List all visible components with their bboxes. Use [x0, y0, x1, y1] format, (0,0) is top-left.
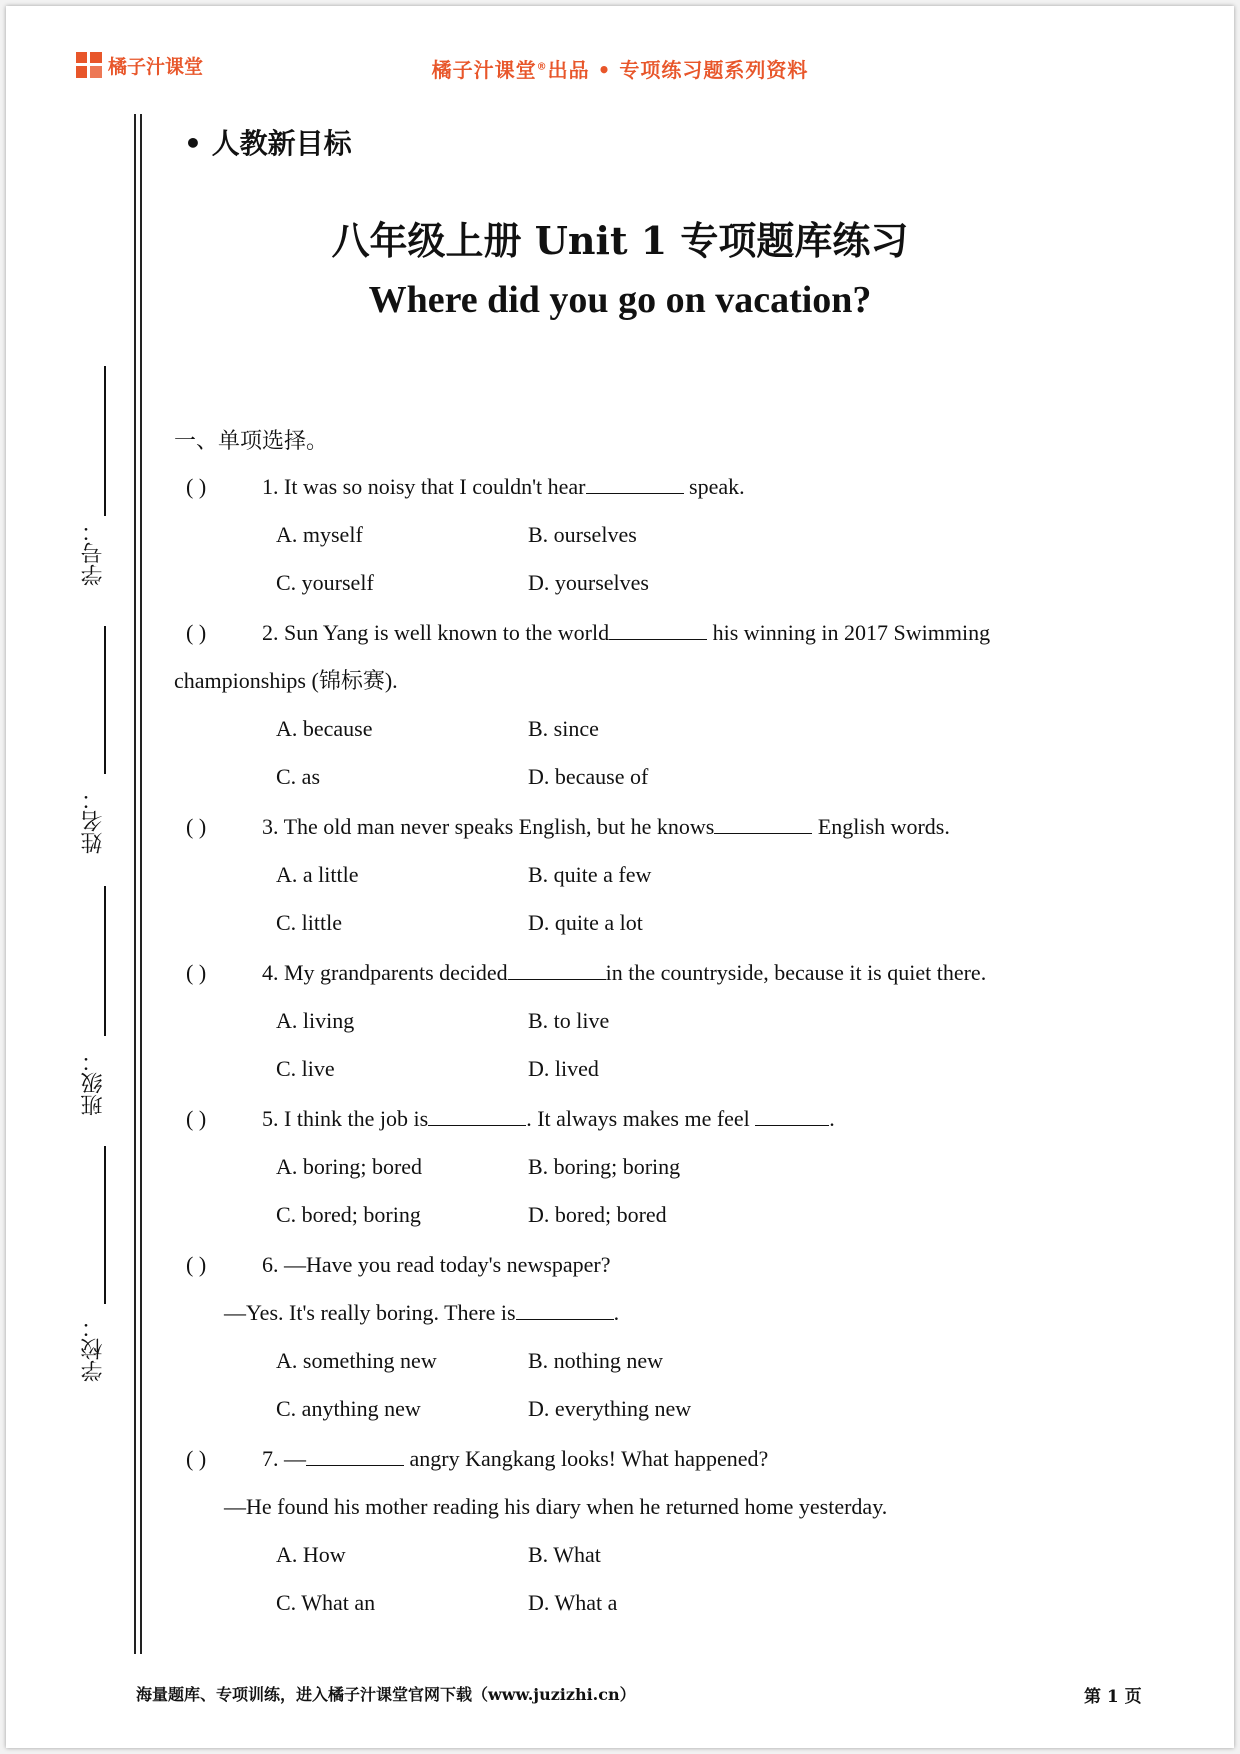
option-c[interactable]: C. What an — [276, 1590, 376, 1615]
question-stem — [262, 1444, 768, 1474]
class-label: 班级： — [81, 1050, 106, 1116]
option-a[interactable]: A. because — [276, 716, 373, 741]
stem-text: 4. My grandparents decided — [262, 960, 508, 985]
student-id-line — [104, 366, 106, 516]
registered-mark: ® — [536, 61, 548, 73]
name-label: 姓名： — [81, 788, 106, 854]
student-id-label: 学号： — [81, 520, 106, 586]
section-title: 一、单项选择。 — [174, 429, 329, 454]
logo-text: 橘子汁课堂 — [108, 56, 204, 78]
option-b[interactable]: B. What — [528, 1542, 601, 1567]
answer-paren[interactable]: ( ) — [186, 1446, 207, 1471]
answer-paren[interactable]: ( ) — [186, 1106, 207, 1131]
answer-paren[interactable]: ( ) — [186, 1252, 207, 1277]
stem-text: —Yes. It's really boring. There is — [224, 1300, 516, 1325]
class-line — [104, 886, 106, 1036]
option-a[interactable]: A. a little — [276, 862, 359, 887]
option-b[interactable]: B. since — [528, 716, 599, 741]
binding-line-inner — [140, 114, 142, 1654]
stem-text: speak. — [683, 474, 745, 499]
option-d[interactable]: D. What a — [528, 1590, 618, 1615]
answer-blank[interactable] — [428, 1105, 526, 1126]
header-title-suffix: 出品 • 专项练习题系列资料 — [547, 58, 809, 82]
school-line — [104, 1146, 106, 1304]
answer-blank[interactable] — [586, 473, 684, 494]
option-c[interactable]: C. little — [276, 910, 342, 935]
answer-blank[interactable] — [516, 1299, 614, 1320]
stem-text: 7. — — [262, 1446, 306, 1471]
question-stem — [262, 472, 745, 502]
page-header — [6, 54, 1234, 83]
option-c[interactable]: C. anything new — [276, 1396, 421, 1421]
name-line — [104, 626, 106, 774]
question-stem — [262, 958, 986, 988]
answer-paren[interactable]: ( ) — [186, 474, 207, 499]
page-subtitle: Where did you go on vacation? — [368, 279, 872, 321]
binding-line-outer — [134, 114, 136, 1654]
option-d[interactable]: D. yourselves — [528, 570, 649, 595]
page-title: 八年级上册 Unit 1 专项题库练习 — [331, 218, 909, 263]
option-a[interactable]: A. How — [276, 1542, 346, 1567]
answer-paren[interactable]: ( ) — [186, 620, 207, 645]
answer-paren[interactable]: ( ) — [186, 814, 207, 839]
option-a[interactable]: A. something new — [276, 1348, 437, 1373]
question-stem-continued: —He found his mother reading his diary when he returned home yesterday. — [224, 1494, 888, 1519]
option-a[interactable]: A. boring; bored — [276, 1154, 423, 1179]
series-label: • 人教新目标 — [184, 127, 352, 160]
option-b[interactable]: B. to live — [528, 1008, 610, 1033]
option-d[interactable]: D. because of — [528, 764, 649, 789]
option-d[interactable]: D. quite a lot — [528, 910, 643, 935]
option-b[interactable]: B. boring; boring — [528, 1154, 681, 1179]
option-c[interactable]: C. as — [276, 764, 320, 789]
option-c[interactable]: C. bored; boring — [276, 1202, 421, 1227]
option-b[interactable]: B. quite a few — [528, 862, 652, 887]
school-field[interactable] — [70, 1146, 130, 1386]
stem-text: . — [829, 1106, 835, 1131]
stem-text: English words. — [812, 814, 950, 839]
question-stem — [262, 618, 990, 648]
stem-text: 3. The old man never speaks English, but he knows — [262, 814, 715, 839]
school-label: 学校： — [81, 1316, 106, 1382]
class-field[interactable] — [70, 886, 130, 1116]
stem-text: . — [613, 1300, 620, 1325]
question-stem-continued — [224, 1298, 619, 1328]
answer-blank[interactable] — [609, 619, 707, 640]
stem-text: 2. Sun Yang is well known to the world — [262, 620, 610, 645]
stem-text: 5. I think the job is — [262, 1106, 429, 1131]
answer-blank[interactable] — [306, 1445, 404, 1466]
option-a[interactable]: A. myself — [276, 522, 363, 547]
answer-blank[interactable] — [508, 959, 606, 980]
stem-text: in the countryside, because it is quiet there. — [605, 960, 987, 985]
header-title-prefix: 橘子汁课堂 — [431, 58, 537, 82]
option-d[interactable]: D. lived — [528, 1056, 599, 1081]
answer-paren[interactable]: ( ) — [186, 960, 207, 985]
stem-text: his winning in 2017 Swimming — [707, 620, 991, 645]
option-b[interactable]: B. nothing new — [528, 1348, 664, 1373]
answer-blank[interactable] — [755, 1105, 829, 1126]
question-stem-continued: championships (锦标赛). — [174, 668, 398, 693]
worksheet-page — [6, 6, 1234, 1748]
page-number: 第 1 页 — [1084, 1687, 1142, 1707]
option-c[interactable]: C. live — [276, 1056, 335, 1081]
option-d[interactable]: D. bored; bored — [528, 1202, 667, 1227]
name-field[interactable] — [70, 626, 130, 856]
student-id-field[interactable] — [70, 366, 130, 586]
question-stem — [262, 1104, 835, 1134]
question-stem — [262, 812, 950, 842]
stem-text: . It always makes me feel — [526, 1106, 756, 1131]
option-a[interactable]: A. living — [276, 1008, 355, 1033]
option-c[interactable]: C. yourself — [276, 570, 374, 595]
stem-text: angry Kangkang looks! What happened? — [404, 1446, 769, 1471]
stem-text: 1. It was so noisy that I couldn't hear — [262, 474, 586, 499]
question-stem: 6. —Have you read today's newspaper? — [262, 1252, 611, 1277]
option-d[interactable]: D. everything new — [528, 1396, 692, 1421]
answer-blank[interactable] — [714, 813, 812, 834]
footer-note: 海量题库、专项训练，进入橘子汁课堂官网下载（www.juzizhi.cn） — [136, 1685, 636, 1704]
option-b[interactable]: B. ourselves — [528, 522, 637, 547]
